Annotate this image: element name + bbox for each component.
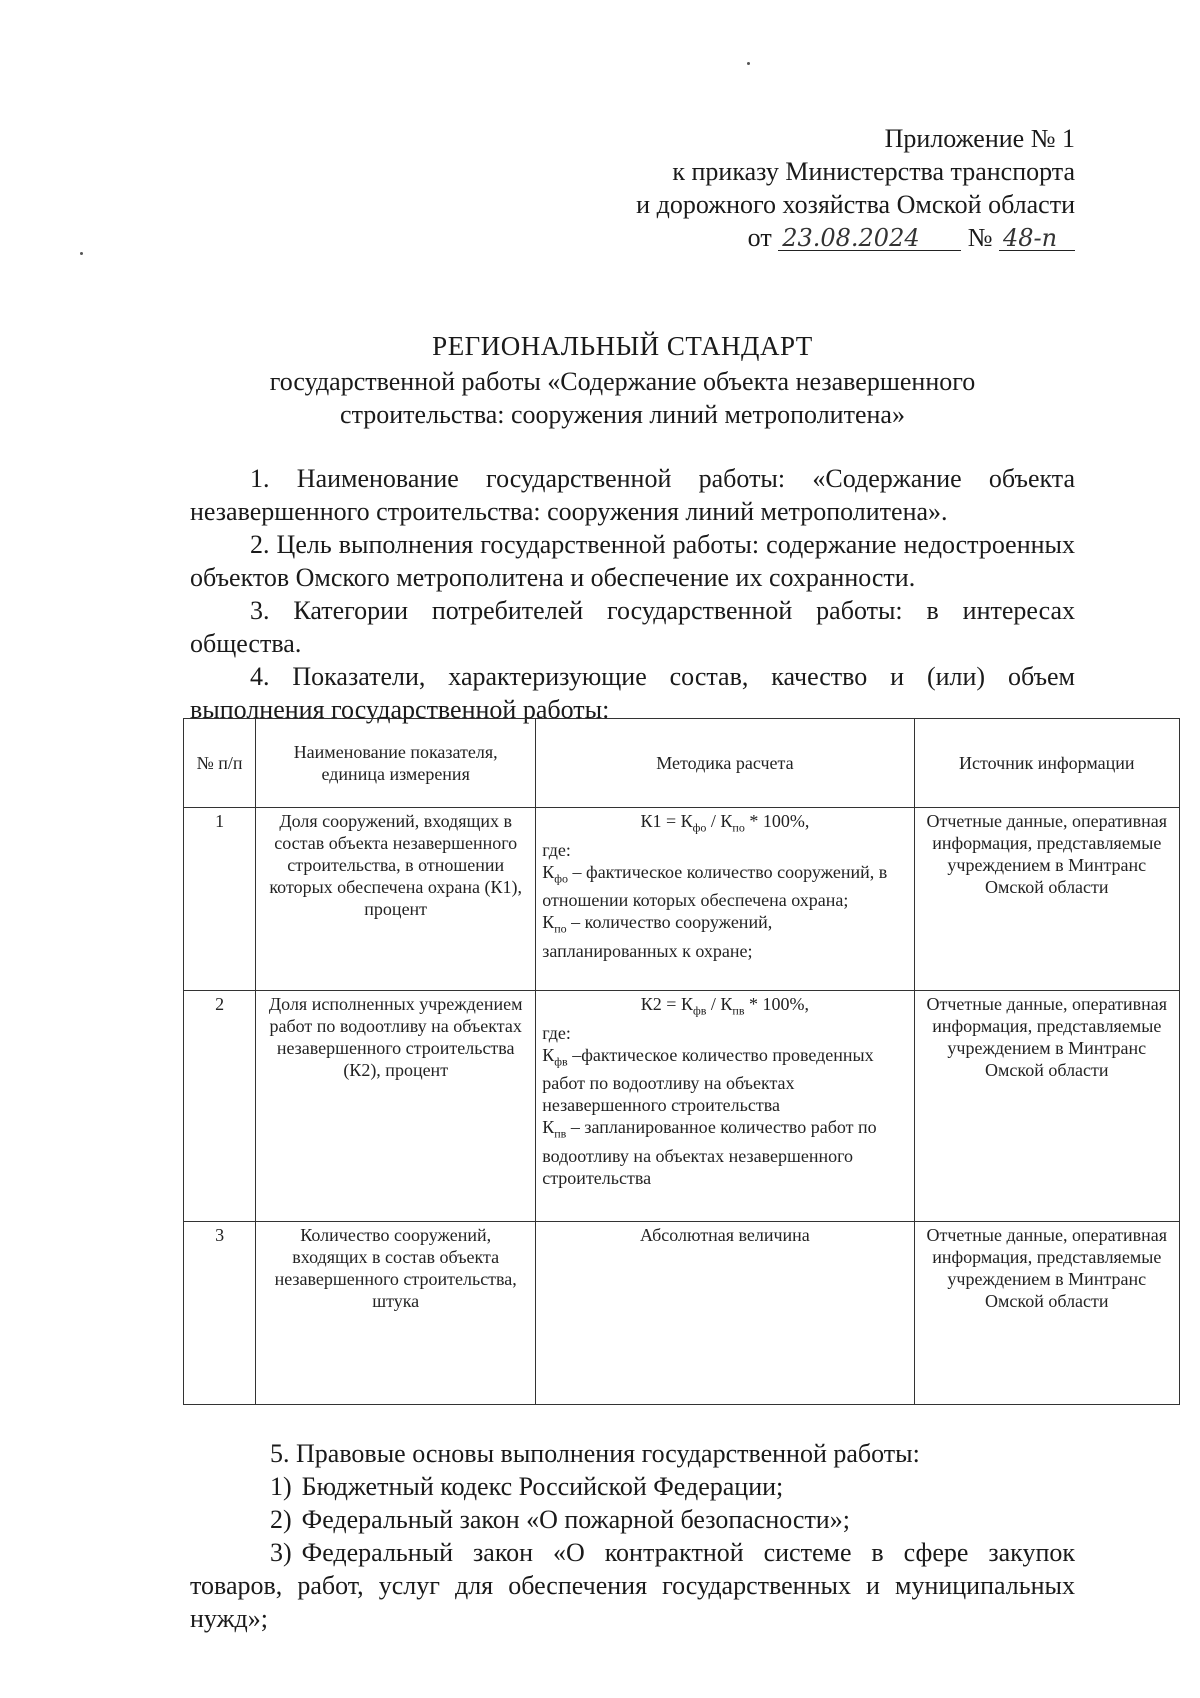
cell-method: [536, 1222, 914, 1405]
legal-item-number: 3): [270, 1538, 292, 1567]
formula: $К1 = К_{фо} / К_{по} * 100\%$,: [640, 811, 810, 835]
definition: $К_{фв}$ –фактическое количество проведенных работ по водоотливу на объектах незавершенного строительства: [542, 1044, 874, 1116]
cell-method: [536, 808, 914, 991]
table-row: [184, 808, 1180, 991]
appendix-header: [636, 122, 1075, 254]
section-number: 3.: [250, 596, 270, 625]
handwritten-number: 48-п: [999, 226, 1075, 251]
definition: $К_{пв}$ – запланированное количество работ по водоотливу на объектах незавершенного строительства: [542, 1117, 877, 1188]
section-3: [190, 594, 1075, 660]
legal-item-3: [190, 1536, 1075, 1635]
title-line-3: строительства: сооружения линий метрополитена»: [340, 400, 905, 429]
legal-item-1: [190, 1470, 1075, 1503]
where-label: где:: [542, 839, 571, 860]
legal-item-text: Бюджетный кодекс Российской Федерации;: [301, 1472, 784, 1501]
header-name: Наименование показателя, единица измерения: [256, 719, 536, 808]
legal-heading: 5. Правовые основы выполнения государственной работы:: [270, 1439, 920, 1468]
header-method: Методика расчета: [536, 719, 914, 808]
where-label: где:: [542, 1022, 571, 1043]
section-number: 1.: [250, 464, 270, 493]
section-text: Наименование государственной работы: «Содержание объекта незавершенного строительства: сооружения линий метрополитена».: [190, 464, 1076, 526]
section-number: 2.: [250, 530, 270, 559]
cell-num: 2: [184, 991, 256, 1222]
section-1: [190, 462, 1075, 528]
legal-basis: [190, 1437, 1075, 1635]
table-row: [184, 1222, 1180, 1405]
cell-source: Отчетные данные, оперативная информация, представляемые учреждением в Минтранс Омской области: [914, 1222, 1179, 1405]
section-text: Показатели, характеризующие состав, качество и (или) объем выполнения государственной работы:: [190, 662, 1076, 724]
legal-item-text: Федеральный закон «О пожарной безопасности»;: [301, 1505, 850, 1534]
section-text: Цель выполнения государственной работы: содержание недостроенных объектов Омского метрополитена и обеспечение их сохранности.: [190, 530, 1075, 592]
definition: $К_{фо}$ – фактическое количество сооружений, в отношении которых обеспечена охрана;: [542, 861, 888, 911]
legal-item-2: [190, 1503, 1075, 1536]
document-title: [170, 330, 1075, 431]
scan-speck: [747, 62, 750, 65]
appendix-line-1: Приложение № 1: [884, 124, 1075, 153]
section-number: 4.: [250, 662, 270, 691]
indicators-table: [183, 718, 1180, 1405]
title-main: РЕГИОНАЛЬНЫЙ СТАНДАРТ: [432, 331, 813, 361]
header-source: Источник информации: [914, 719, 1179, 808]
cell-name: Количество сооружений, входящих в состав объекта незавершенного строительства, штука: [256, 1222, 536, 1405]
legal-item-text: Федеральный закон «О контрактной системе в сфере закупок товаров, работ, услуг для обеспечения государственных и муниципальных нужд»;: [190, 1538, 1075, 1633]
table-row: [184, 991, 1180, 1222]
definition: $К_{по}$ – количество сооружений, запланированных к охране;: [542, 912, 773, 961]
number-prefix: №: [967, 223, 993, 252]
section-4: [190, 660, 1075, 726]
handwritten-date: 23.08.2024: [778, 226, 961, 251]
cell-num: 1: [184, 808, 256, 991]
method-text: Абсолютная величина: [640, 1225, 810, 1245]
section-text: Категории потребителей государственной работы: в интересах общества.: [190, 596, 1075, 658]
cell-method: [536, 991, 914, 1222]
cell-source: Отчетные данные, оперативная информация, представляемые учреждением в Минтранс Омской области: [914, 991, 1179, 1222]
formula: $К2 = К_{фв} / К_{пв} * 100\%$,: [640, 994, 810, 1018]
legal-item-number: 1): [270, 1472, 292, 1501]
appendix-line-2: к приказу Министерства транспорта: [672, 157, 1075, 186]
table-header-row: [184, 719, 1180, 808]
section-2: [190, 528, 1075, 594]
legal-item-number: 2): [270, 1505, 292, 1534]
cell-name: Доля исполненных учреждением работ по водоотливу на объектах незавершенного строительства (К2), процент: [256, 991, 536, 1222]
cell-name: Доля сооружений, входящих в состав объекта незавершенного строительства, в отношении которых обеспечена охрана (К1), процент: [256, 808, 536, 991]
scan-speck: [80, 252, 83, 255]
appendix-line-3: и дорожного хозяйства Омской области: [636, 190, 1075, 219]
date-prefix: от: [747, 223, 772, 252]
appendix-date-line: [636, 221, 1075, 254]
sections: [190, 462, 1075, 726]
header-num: № п/п: [184, 719, 256, 808]
cell-num: 3: [184, 1222, 256, 1405]
title-line-2: государственной работы «Содержание объекта незавершенного: [269, 367, 976, 396]
cell-source: Отчетные данные, оперативная информация, представляемые учреждением в Минтранс Омской области: [914, 808, 1179, 991]
